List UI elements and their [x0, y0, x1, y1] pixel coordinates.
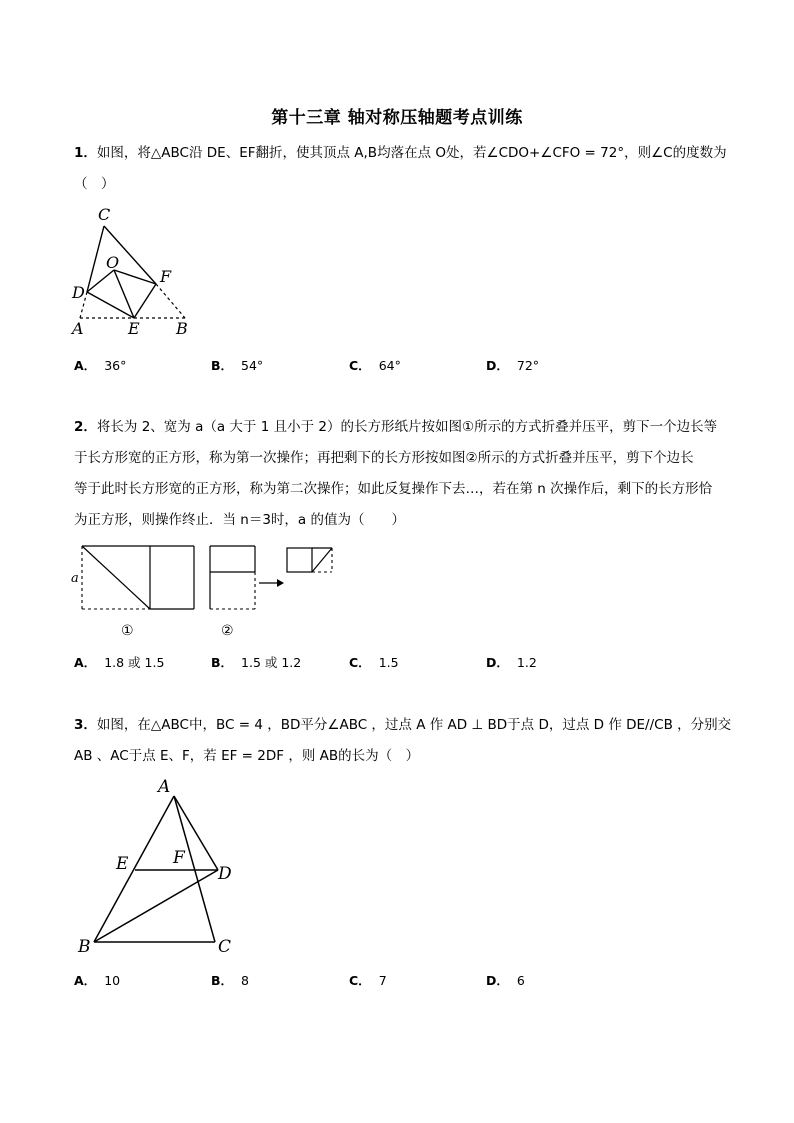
line-bd — [94, 870, 218, 942]
fig1-diagonal — [82, 546, 150, 609]
label-o: O — [106, 253, 120, 272]
fig3-diagonal — [312, 548, 332, 572]
q3-option-d[interactable]: D． 6 — [486, 973, 525, 988]
label-f: F — [160, 267, 172, 286]
fig2-caption: ② — [221, 623, 234, 639]
label-b: B — [78, 937, 91, 957]
label-c: C — [218, 937, 232, 957]
line-ab — [94, 796, 174, 942]
line-oe — [114, 270, 134, 318]
line-fe — [134, 284, 156, 318]
line-ac — [174, 796, 215, 942]
question-2 — [74, 412, 734, 536]
question-1-figure — [60, 200, 210, 345]
line-cd — [87, 226, 104, 292]
q1-option-b[interactable]: B． 54° — [211, 358, 264, 373]
question-2-options — [74, 653, 734, 673]
question-3-options — [74, 971, 734, 991]
q1-option-a[interactable]: A． 36° — [74, 358, 127, 373]
label-d: D — [72, 283, 85, 302]
question-2-text-1: 将长为 2、宽为 a（a 大于 1 且小于 2）的长方形纸片按如图①所示的方式折叠并压平，剪下一个边长等 — [96, 419, 718, 435]
label-a: A — [72, 319, 84, 338]
q1-option-d[interactable]: D． 72° — [486, 358, 540, 373]
label-a-width: a — [71, 571, 79, 586]
page-title: 第十三章 轴对称压轴题考点训练 — [271, 108, 523, 128]
q2-option-d[interactable]: D． 1.2 — [486, 655, 537, 670]
question-3-text-1: 如图，在△ABC中，BC = 4 ，BD平分∠ABC ，过点 A 作 AD ⊥ BD于点 D，过点 D 作 DE//CB ，分别交 — [96, 717, 732, 733]
label-f: F — [173, 848, 185, 868]
label-d: D — [218, 864, 232, 884]
question-2-figure — [66, 540, 346, 642]
question-3-figure — [70, 775, 250, 960]
label-e: E — [116, 854, 129, 874]
q1-option-c[interactable]: C． 64° — [349, 358, 401, 373]
question-2-line-2: 于长方形宽的正方形，称为第一次操作；再把剩下的长方形按如图②所示的方式折叠并压平，剪下个边长 — [74, 450, 694, 466]
question-2-line-3: 等于此时长方形宽的正方形，称为第二次操作；如此反复操作下去…，若在第 n 次操作后，剩下的长方形恰 — [74, 481, 713, 497]
q2-option-a[interactable]: A． 1.8 或 1.5 — [74, 655, 165, 670]
label-a: A — [158, 777, 171, 797]
question-1-line-1 — [74, 138, 734, 169]
question-1-options — [74, 356, 734, 376]
question-1 — [74, 138, 734, 200]
q2-option-b[interactable]: B． 1.5 或 1.2 — [211, 655, 302, 670]
fig1-caption: ① — [121, 623, 134, 639]
question-1-text-1: 如图，将△ABC沿 DE、EF翻折，使其顶点 A,B均落在点 O处，若∠CDO+∠CFO = 72°，则∠C的度数为 — [96, 145, 727, 161]
q3-option-b[interactable]: B． 8 — [211, 973, 249, 988]
question-2-number: 2． — [74, 419, 97, 435]
fig3-square — [287, 548, 312, 572]
dashed-fb — [156, 284, 185, 318]
question-3 — [74, 710, 734, 772]
q2-option-c[interactable]: C． 1.5 — [349, 655, 399, 670]
q3-option-c[interactable]: C． 7 — [349, 973, 387, 988]
question-1-line-2: （ ） — [74, 176, 115, 192]
question-3-line-2: AB 、AC于点 E、F，若 EF = 2DF ，则 AB的长为（ ） — [74, 748, 420, 764]
line-do — [87, 270, 114, 292]
q3-option-a[interactable]: A． 10 — [74, 973, 121, 988]
question-1-number: 1． — [74, 145, 97, 161]
label-e: E — [128, 319, 140, 338]
question-2-line-4: 为正方形，则操作终止．当 n＝3时，a 的值为（ ） — [74, 512, 405, 528]
label-b: B — [176, 319, 188, 338]
arrow-head-icon — [277, 579, 284, 587]
question-3-number: 3． — [74, 717, 97, 733]
question-3-line-1 — [74, 710, 734, 741]
line-de — [87, 292, 134, 318]
question-2-line-1 — [74, 412, 734, 443]
label-c: C — [98, 205, 111, 224]
